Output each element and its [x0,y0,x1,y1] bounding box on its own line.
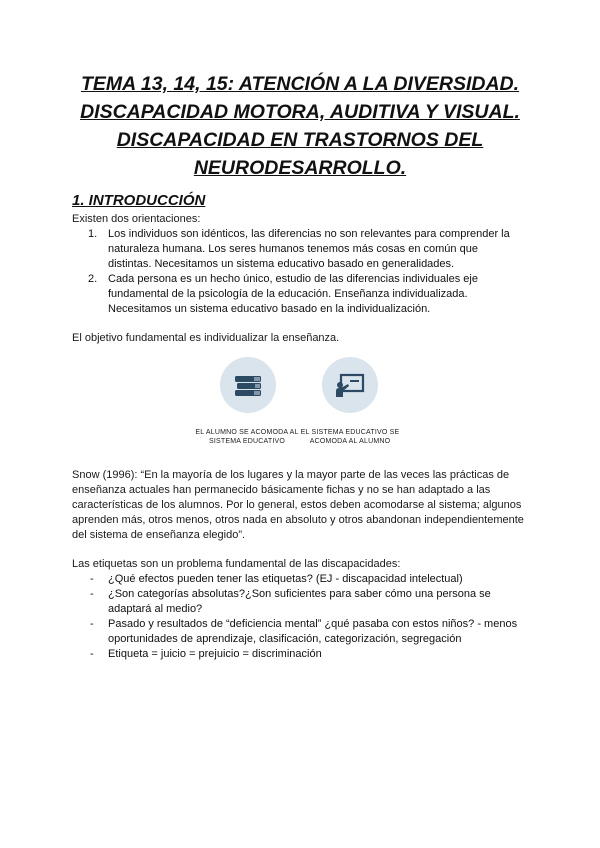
list-dash: - [90,573,94,585]
labels-intro: Las etiquetas son un problema fundamental de las discapacidades: [72,558,401,570]
list-item-text: Cada persona es un hecho único, estudio de las diferencias individuales eje fundamental de la psicología de la educación. Enseñanza individualizada. Necesitamos un sistema educativo basado en la individualización. [108,273,478,315]
list-item [72,647,522,662]
books-icon [220,357,276,413]
books-icon-circle [220,357,276,413]
list-dash: - [90,588,94,600]
list-number: 2. [88,273,98,285]
list-item [72,617,522,647]
objective-text: El objetivo fundamental es individualizar la enseñanza. [72,332,340,344]
list-item-text: Etiqueta = juicio = prejuicio = discriminación [108,648,322,660]
list-dash: - [90,618,94,630]
left-caption: EL ALUMNO SE ACOMODA AL SISTEMA EDUCATIVO [195,429,299,445]
list-item [72,572,522,587]
list-number: 1. [88,228,98,240]
list-item-text: Pasado y resultados de “deficiencia mental” ¿qué pasaba con estos niños? - menos oportunidades de aprendizaje, clasificación, categorización, segregación [108,618,518,645]
list-item-text: ¿Qué efectos pueden tener las etiquetas? (EJ - discapacidad intelectual) [108,573,463,585]
section-heading: 1. INTRODUCCIÓN [72,192,206,209]
snow-quote: Snow (1996): “En la mayoría de los lugares y la mayor parte de las veces las prácticas de enseñanza actuales han permanecido básicamente fichas y no se han adaptado a las características de los alumnos. Por lo general, estos deben acomodarse al sistema; algunos aprenden más, otros menos, otros nada en absoluto y otros abandonan independientemente del sistema de enseñanza elegido”. [72,469,524,541]
teacher-board-icon [322,357,378,413]
list-item [72,272,522,317]
teacher-board-icon-circle [322,357,378,413]
page-title: TEMA 13, 14, 15: ATENCIÓN A LA DIVERSIDAD. DISCAPACIDAD MOTORA, AUDITIVA Y VISUAL. DISCAPACIDAD EN TRASTORNOS DEL NEURODESARROLLO. [80,73,520,179]
orientations-list [72,227,522,317]
list-item-text: ¿Son categorías absolutas?¿Son suficientes para saber cómo una persona se adaptará al medio? [108,588,491,615]
list-item [72,227,522,272]
right-caption: EL SISTEMA EDUCATIVO SE ACOMODA AL ALUMNO [300,429,400,445]
list-item [72,587,522,617]
intro-line: Existen dos orientaciones: [72,213,201,225]
labels-list [72,572,522,662]
list-dash: - [90,648,94,660]
list-item-text: Los individuos son idénticos, las diferencias no son relevantes para comprender la naturaleza humana. Los seres humanos tenemos más cosas en común que distintas. Necesitamos un sistema educativo basado en generalidades. [108,228,510,270]
